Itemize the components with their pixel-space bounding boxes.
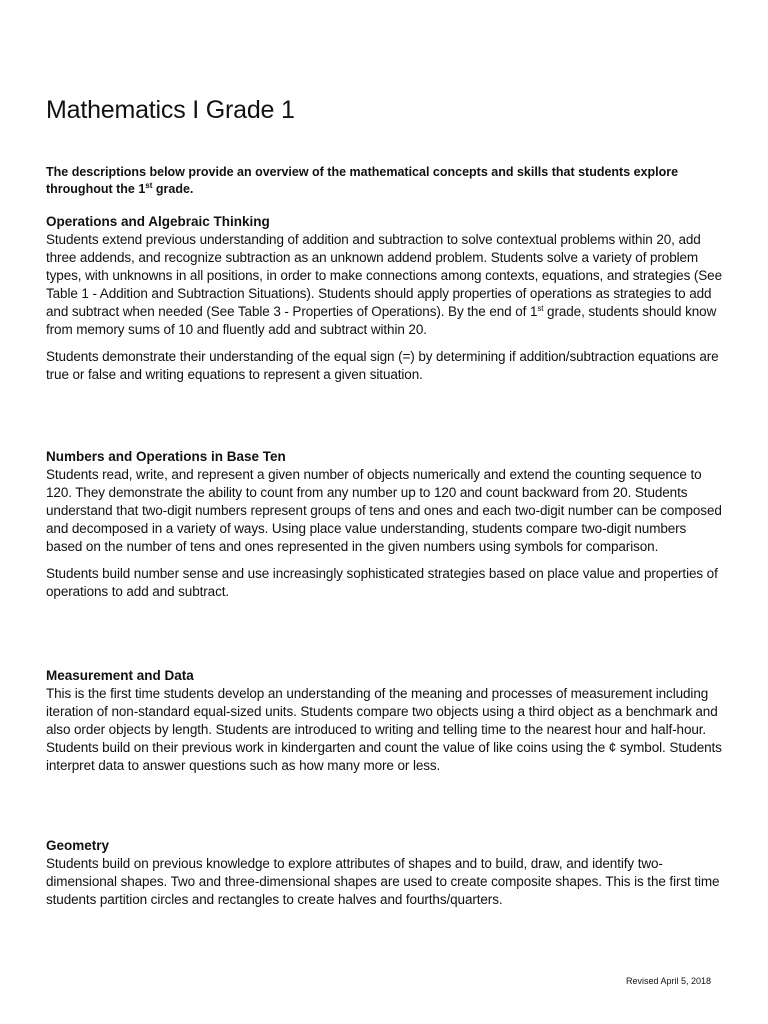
section-heading: Operations and Algebraic Thinking [46, 214, 270, 229]
section-measurement-data [46, 667, 726, 784]
section-paragraph: Students build number sense and use increasingly sophisticated strategies based on place value and properties of operations to add and subtract. [46, 566, 718, 599]
paragraph-text: Students extend previous understanding of addition and subtraction to solve contextual problems within 20, add three addends, and recognize subtraction as an unknown addend problem. Students solve a variety of problem types, with unknowns in all positions, in order to make connections among contexts, equations, and strategies (See Table 1 - Addition and Subtraction Situations). Students should apply properties of operations as strategies to add and subtract when needed (See Table 3 - Properties of Operations). By the end of 1 [46, 232, 722, 319]
section-heading: Geometry [46, 838, 110, 853]
section-heading: Numbers and Operations in Base Ten [46, 449, 286, 464]
paragraph-text-end: grade, students should know from memory sums of 10 and fluently add and subtract within 20. [46, 304, 717, 337]
intro-text: The descriptions below provide an overview of the mathematical concepts and skills that students explore throughout the 1 [46, 165, 679, 196]
section-paragraph: Students demonstrate their understanding of the equal sign (=) by determining if addition/subtraction equations are true or false and writing equations to represent a given situation. [46, 349, 719, 382]
section-heading: Measurement and Data [46, 668, 194, 683]
intro-superscript: st [145, 181, 153, 190]
intro-paragraph [46, 164, 718, 198]
page-title: Mathematics I Grade 1 [46, 96, 295, 124]
revision-footer: Revised April 5, 2018 [626, 976, 712, 986]
section-paragraph: This is the first time students develop an understanding of the meaning and processes of measurement including iteration of non-standard equal-sized units. Students compare two objects using a third object as a benchmark and also order objects by length. Students are introduced to writing and telling time to the nearest hour and half-hour. Students build on their previous work in kindergarten and count the value of like coins using the ¢ symbol. Students interpret data to answer questions such as how many more or less. [46, 686, 722, 773]
section-operations-algebraic-thinking [46, 213, 726, 393]
section-paragraph: Students build on previous knowledge to explore attributes of shapes and to build, draw, and identify two-dimensional shapes. Two and three-dimensional shapes are used to create composite shapes. This is the first time students partition circles and rectangles to create halves and fourths/quarters. [46, 856, 720, 907]
intro-text-end: grade. [152, 182, 194, 196]
paragraph-superscript: st [537, 304, 544, 313]
section-geometry [46, 837, 726, 918]
section-numbers-base-ten [46, 448, 726, 610]
section-paragraph [46, 231, 726, 339]
section-paragraph: Students read, write, and represent a given number of objects numerically and extend the counting sequence to 120. They demonstrate the ability to count from any number up to 120 and count backward from 20. Students understand that two-digit numbers represent groups of tens and ones and each two-digit number can be composed and decomposed in a variety of ways. Using place value understanding, students compare two-digit numbers based on the number of tens and ones represented in the given numbers using symbols for comparison. [46, 467, 722, 554]
